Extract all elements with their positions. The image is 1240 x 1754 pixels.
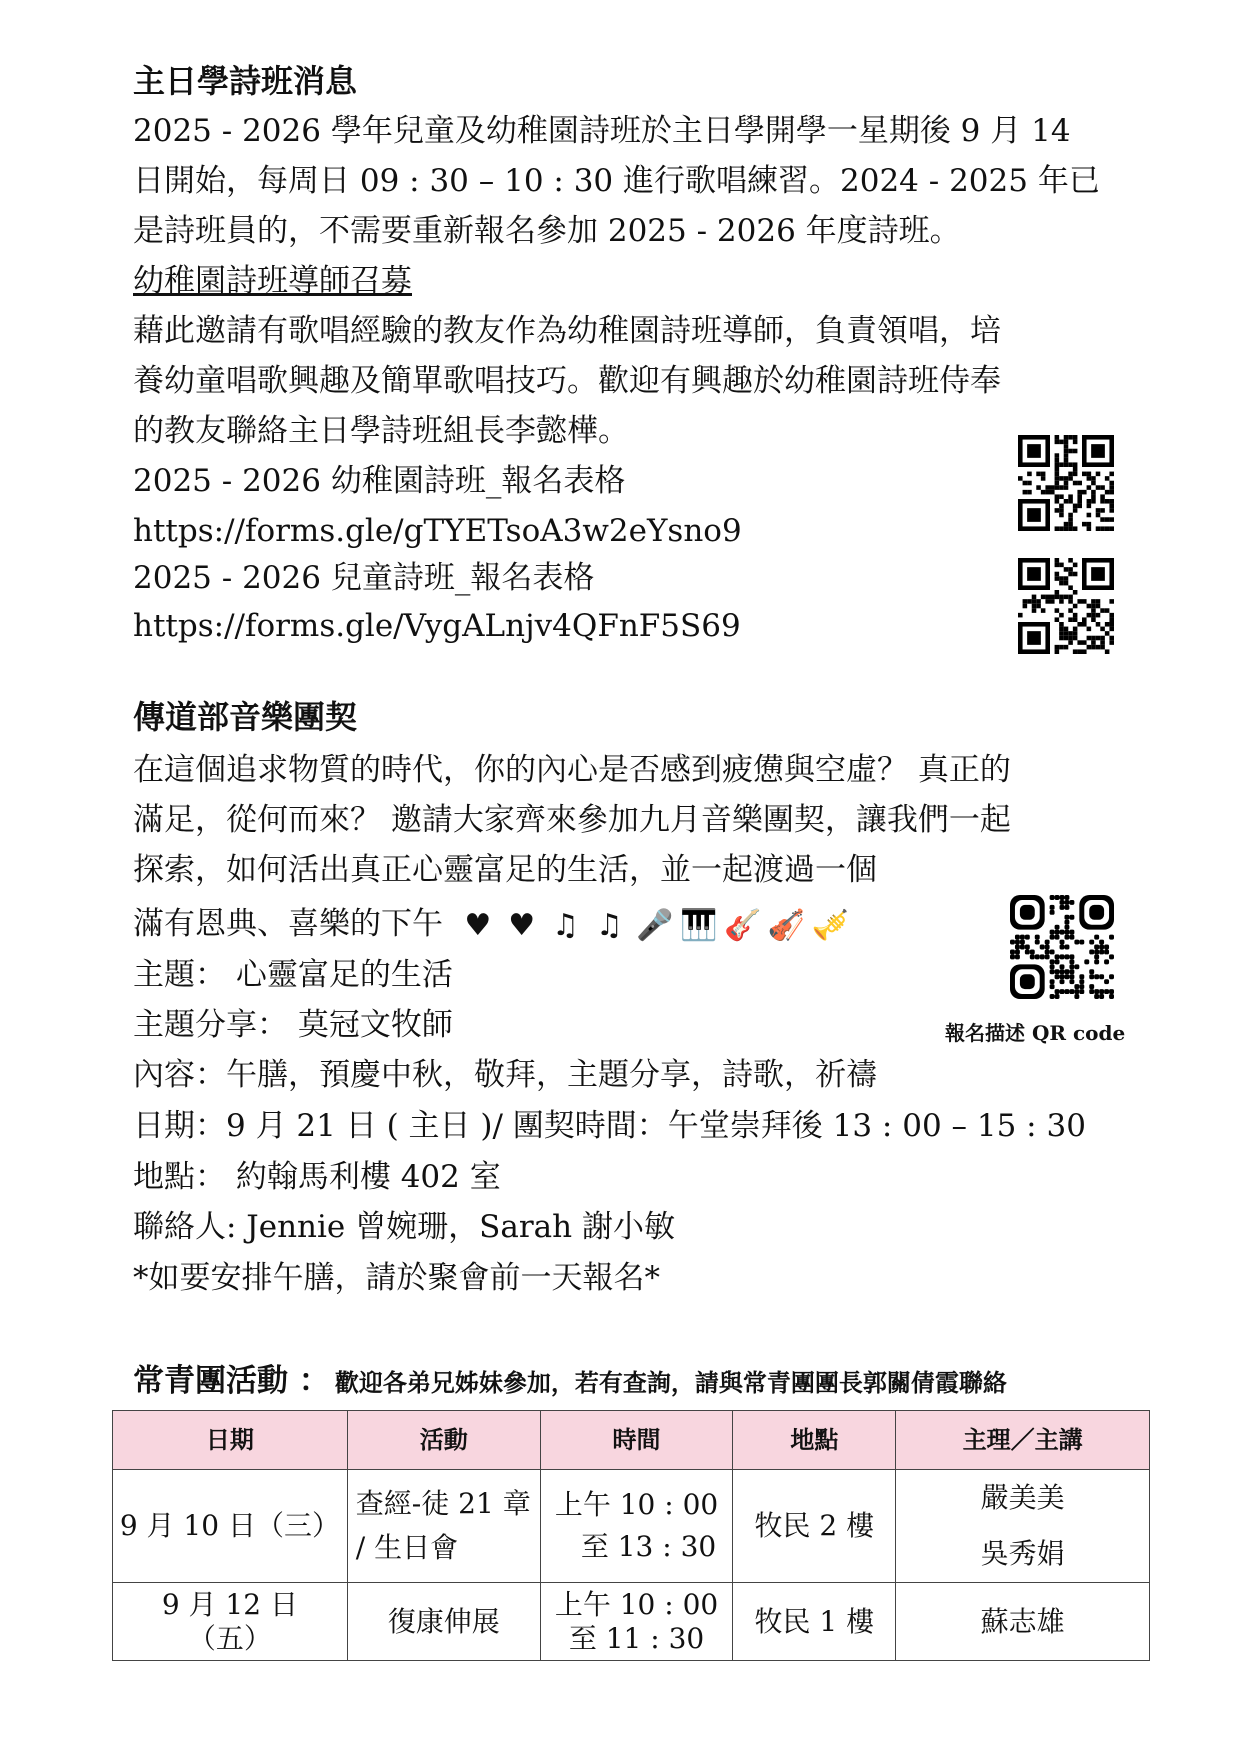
music-theme: 主題： 心靈富足的生活 bbox=[133, 957, 453, 993]
music-note: *如要安排午膳，請於聚會前一天報名* bbox=[133, 1260, 660, 1296]
form2-url[interactable]: https://forms.gle/VygALnjv4QFnF5S69 bbox=[133, 608, 741, 644]
heart-icon: ♥ bbox=[508, 908, 536, 943]
evergreen-header bbox=[133, 1355, 1007, 1400]
cell-line: 至 13 : 30 bbox=[580, 1530, 717, 1563]
guitar-icon: 🎸 bbox=[724, 908, 762, 943]
cell-line: 查經-徒 21 章 bbox=[355, 1487, 531, 1520]
form1-url[interactable]: https://forms.gle/gTYETsoA3w2eYsno9 bbox=[133, 513, 742, 549]
music-emoji-row bbox=[461, 907, 850, 944]
cell-date bbox=[113, 1583, 348, 1661]
cell-line: 吳秀娟 bbox=[980, 1537, 1065, 1570]
column-header: 時間 bbox=[540, 1411, 733, 1470]
qr-caption: 報名描述 QR code bbox=[945, 1021, 1126, 1045]
choir-para2-line: 養幼童唱歌興趣及簡單歌唱技巧。歡迎有興趣於幼稚園詩班侍奉 bbox=[133, 363, 1001, 399]
music-para-line: 探索，如何活出真正心靈富足的生活，並一起渡過一個 bbox=[133, 852, 877, 888]
table-header-row bbox=[113, 1411, 1150, 1470]
choir-para-line: 日開始，每周日 09 : 30 – 10 : 30 進行歌唱練習。2024 - 2025 年已 bbox=[133, 163, 1100, 199]
music-note-icon: ♫ bbox=[552, 908, 580, 943]
music-last-line-text: 滿有恩典、喜樂的下午 bbox=[133, 906, 443, 942]
music-para-line: 滿足，從何而來？ 邀請大家齊來參加九月音樂團契，讓我們一起 bbox=[133, 802, 1011, 838]
music-content: 內容：午膳，預慶中秋，敬拜，主題分享，詩歌，祈禱 bbox=[133, 1057, 877, 1093]
music-note-icon: ♫ bbox=[595, 908, 623, 943]
cell-line: 9 月 12 日 bbox=[161, 1587, 298, 1621]
qr-code-kindergarten-choir[interactable] bbox=[1018, 435, 1114, 531]
cell-line: 至 11 : 30 bbox=[568, 1621, 705, 1655]
trumpet-icon: 🎺 bbox=[811, 908, 850, 943]
music-date: 日期：9 月 21 日 ( 主日 )/ 團契時間：午堂崇拜後 13 : 00 – 15 : 30 bbox=[133, 1108, 1086, 1144]
heart-icon: ♥ bbox=[464, 908, 492, 943]
violin-icon: 🎻 bbox=[767, 908, 806, 943]
column-header: 活動 bbox=[347, 1411, 540, 1470]
cell-host: 蘇志雄 bbox=[896, 1583, 1150, 1661]
cell-line: 上午 10 : 00 bbox=[554, 1587, 719, 1621]
music-heading: 傳道部音樂團契 bbox=[133, 698, 358, 736]
form1-label: 2025 - 2026 幼稚園詩班_報名表格 bbox=[133, 463, 626, 499]
cell-place: 牧民 1 樓 bbox=[733, 1583, 896, 1661]
music-para-line: 在這個追求物質的時代，你的內心是否感到疲憊與空虛？ 真正的 bbox=[133, 752, 1011, 788]
music-venue: 地點： 約翰馬利樓 402 室 bbox=[133, 1159, 501, 1195]
cell-line: 嚴美美 bbox=[980, 1481, 1065, 1514]
choir-heading: 主日學詩班消息 bbox=[133, 62, 358, 100]
music-contact: 聯絡人: Jennie 曾婉珊，Sarah 謝小敏 bbox=[133, 1209, 675, 1245]
table-row bbox=[113, 1470, 1150, 1583]
choir-para2-line: 藉此邀請有歌唱經驗的教友作為幼稚園詩班導師，負責領唱，培 bbox=[133, 313, 1001, 349]
qr-code-children-choir[interactable] bbox=[1018, 558, 1114, 654]
qr-code-music-fellowship[interactable] bbox=[1010, 895, 1114, 999]
evergreen-subtitle: 歡迎各弟兄姊妹參加，若有查詢，請與常青團團長郭關倩霞聯絡 bbox=[334, 1369, 1007, 1397]
column-header: 主理／主講 bbox=[896, 1411, 1150, 1470]
cell-time bbox=[540, 1583, 733, 1661]
column-header: 地點 bbox=[733, 1411, 896, 1470]
cell-activity: 復康伸展 bbox=[347, 1583, 540, 1661]
form2-label: 2025 - 2026 兒童詩班_報名表格 bbox=[133, 560, 595, 596]
column-header: 日期 bbox=[113, 1411, 348, 1470]
cell-place: 牧民 2 樓 bbox=[733, 1470, 896, 1583]
cell-line: （五） bbox=[187, 1621, 272, 1655]
choir-subheading: 幼稚園詩班導師召募 bbox=[133, 263, 412, 299]
cell-host bbox=[896, 1470, 1150, 1583]
cell-time bbox=[540, 1470, 733, 1583]
music-last-line bbox=[133, 906, 850, 944]
cell-date: 9 月 10 日（三） bbox=[113, 1470, 348, 1583]
choir-para-line: 是詩班員的，不需要重新報名參加 2025 - 2026 年度詩班。 bbox=[133, 213, 961, 249]
choir-para-line: 2025 - 2026 學年兒童及幼稚園詩班於主日學開學一星期後 9 月 14 bbox=[133, 113, 1071, 149]
table-row bbox=[113, 1583, 1150, 1661]
cell-line: 上午 10 : 00 bbox=[554, 1488, 719, 1521]
keyboard-icon: 🎹 bbox=[680, 908, 718, 943]
evergreen-heading: 常青團活動 ： bbox=[133, 1363, 330, 1399]
evergreen-table bbox=[112, 1410, 1150, 1661]
cell-activity bbox=[347, 1470, 540, 1583]
choir-para2-line: 的教友聯絡主日學詩班組長李懿樺。 bbox=[133, 413, 629, 449]
music-speaker: 主題分享： 莫冠文牧師 bbox=[133, 1007, 453, 1043]
microphone-icon: 🎤 bbox=[636, 908, 674, 943]
cell-line: / 生日會 bbox=[355, 1531, 459, 1564]
